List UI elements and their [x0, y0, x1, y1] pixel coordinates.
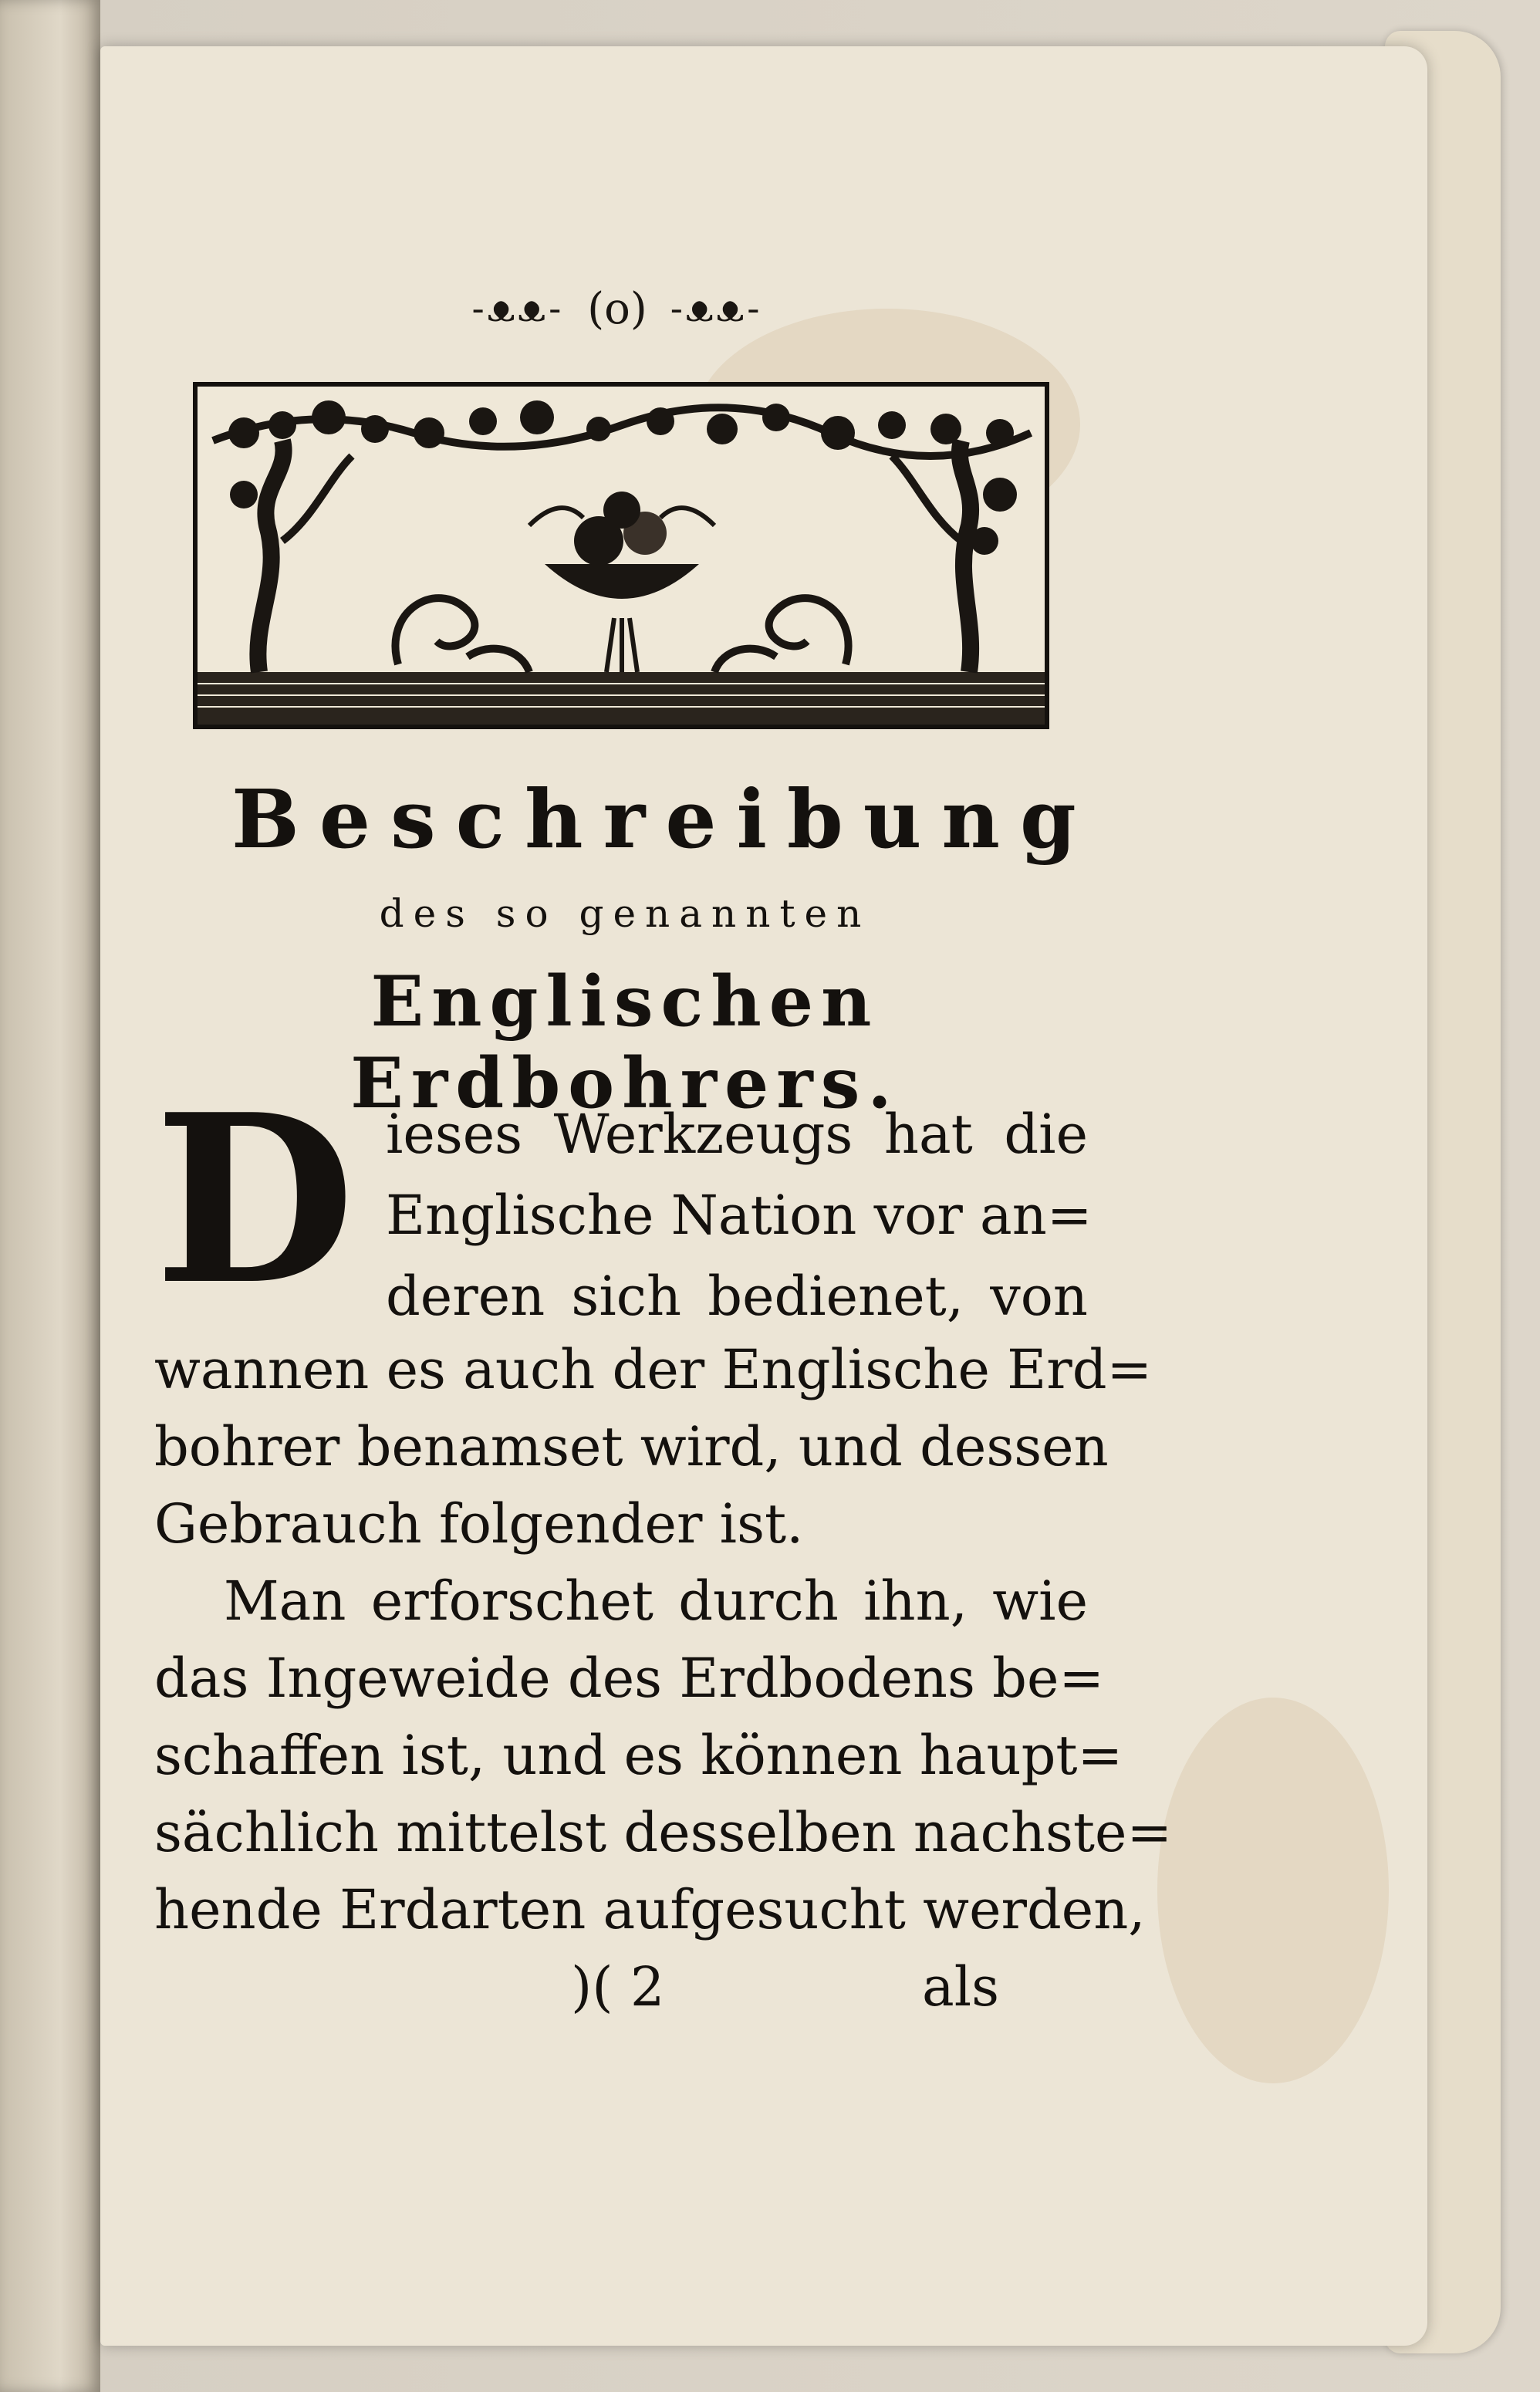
subtitle: des so genannten — [379, 891, 871, 936]
page-marker: (o) — [587, 283, 647, 334]
body-line: sächlich mittelst desselben nachste= — [154, 1801, 1173, 1864]
signature-mark: )( 2 — [571, 1955, 665, 2019]
previous-page-edge — [0, 0, 100, 2392]
body-line: Man erforschet durch ihn, wie — [224, 1569, 1088, 1633]
vine-and-fruit-basket-illustration — [198, 387, 1045, 725]
body-line: wannen es auch der Englische Erd= — [154, 1338, 1153, 1401]
body-line: Gebrauch folgender ist. — [154, 1492, 804, 1556]
header-ornament-left: -ᴥᴥ- — [471, 287, 565, 330]
subject-heading: Englischen Erdbohrers. — [350, 961, 900, 1124]
page-header — [409, 274, 826, 343]
body-line: schaffen ist, und es können haupt= — [154, 1724, 1123, 1787]
body-line: ieses Werkzeugs hat die — [386, 1103, 1088, 1166]
body-line: Englische Nation vor an= — [386, 1184, 1093, 1247]
header-ornament-right: -ᴥᴥ- — [670, 287, 763, 330]
catchword: als — [922, 1955, 1000, 2019]
body-line: deren sich bedienet, von — [386, 1265, 1088, 1328]
woodcut-vignette — [193, 382, 1049, 729]
page-title: Beschreibung — [231, 772, 1096, 867]
body-line: bohrer benamset wird, und dessen — [154, 1415, 1109, 1478]
paper-stain — [1157, 1698, 1389, 2083]
body-line: das Ingeweide des Erdbodens be= — [154, 1647, 1105, 1710]
body-line: hende Erdarten aufgesucht werden, — [154, 1878, 1146, 1941]
drop-initial: D — [154, 1063, 356, 1336]
